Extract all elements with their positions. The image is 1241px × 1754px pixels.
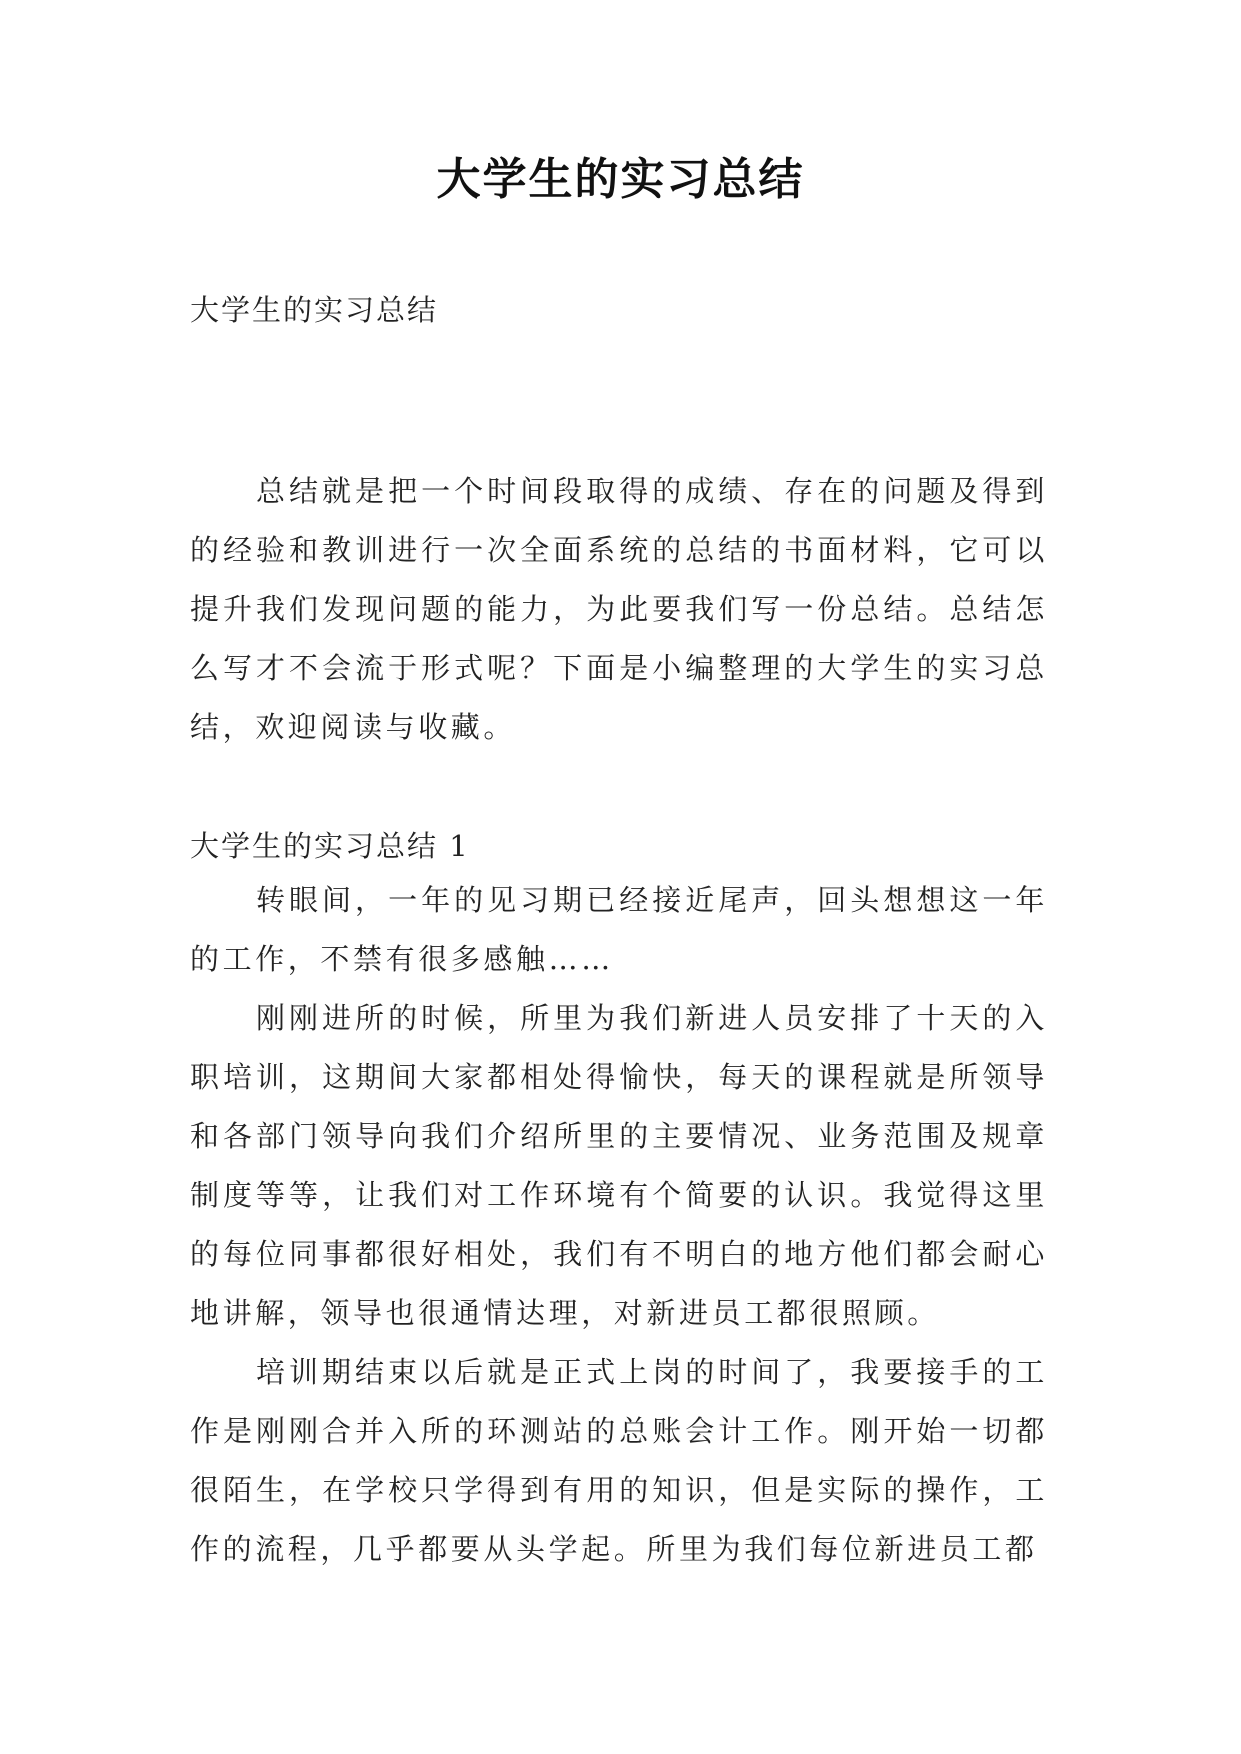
intro-paragraph: 总结就是把一个时间段取得的成绩、存在的问题及得到的经验和教训进行一次全面系统的总结的书面材料，它可以提升我们发现问题的能力，为此要我们写一份总结。总结怎么写才不会流于形式呢？下面是小编整理的大学生的实习总结，欢迎阅读与收藏。 bbox=[190, 474, 1048, 744]
intro-block bbox=[190, 462, 1048, 757]
document-title: 大学生的实习总结 bbox=[436, 154, 805, 205]
paragraph: 刚刚进所的时候，所里为我们新进人员安排了十天的入职培训，这期间大家都相处得愉快，每天的课程就是所领导和各部门领导向我们介绍所里的主要情况、业务范围及规章制度等等，让我们对工作环境有个简要的认识。我觉得这里的每位同事都很好相处，我们有不明白的地方他们都会耐心地讲解，领导也很通情达理，对新进员工都很照顾。 bbox=[190, 1001, 1048, 1330]
paragraph: 转眼间，一年的见习期已经接近尾声，回头想想这一年的工作，不禁有很多感触…… bbox=[190, 883, 1048, 976]
section-heading: 大学生的实习总结 1 bbox=[190, 829, 470, 863]
paragraph: 培训期结束以后就是正式上岗的时间了，我要接手的工作是刚刚合并入所的环测站的总账会计工作。刚开始一切都很陌生，在学校只学得到有用的知识，但是实际的操作，工作的流程，几乎都要从头学起。所里为我们每位新进员工都 bbox=[190, 1355, 1048, 1566]
document-subtitle: 大学生的实习总结 bbox=[190, 293, 439, 327]
section-body bbox=[190, 871, 1048, 1579]
